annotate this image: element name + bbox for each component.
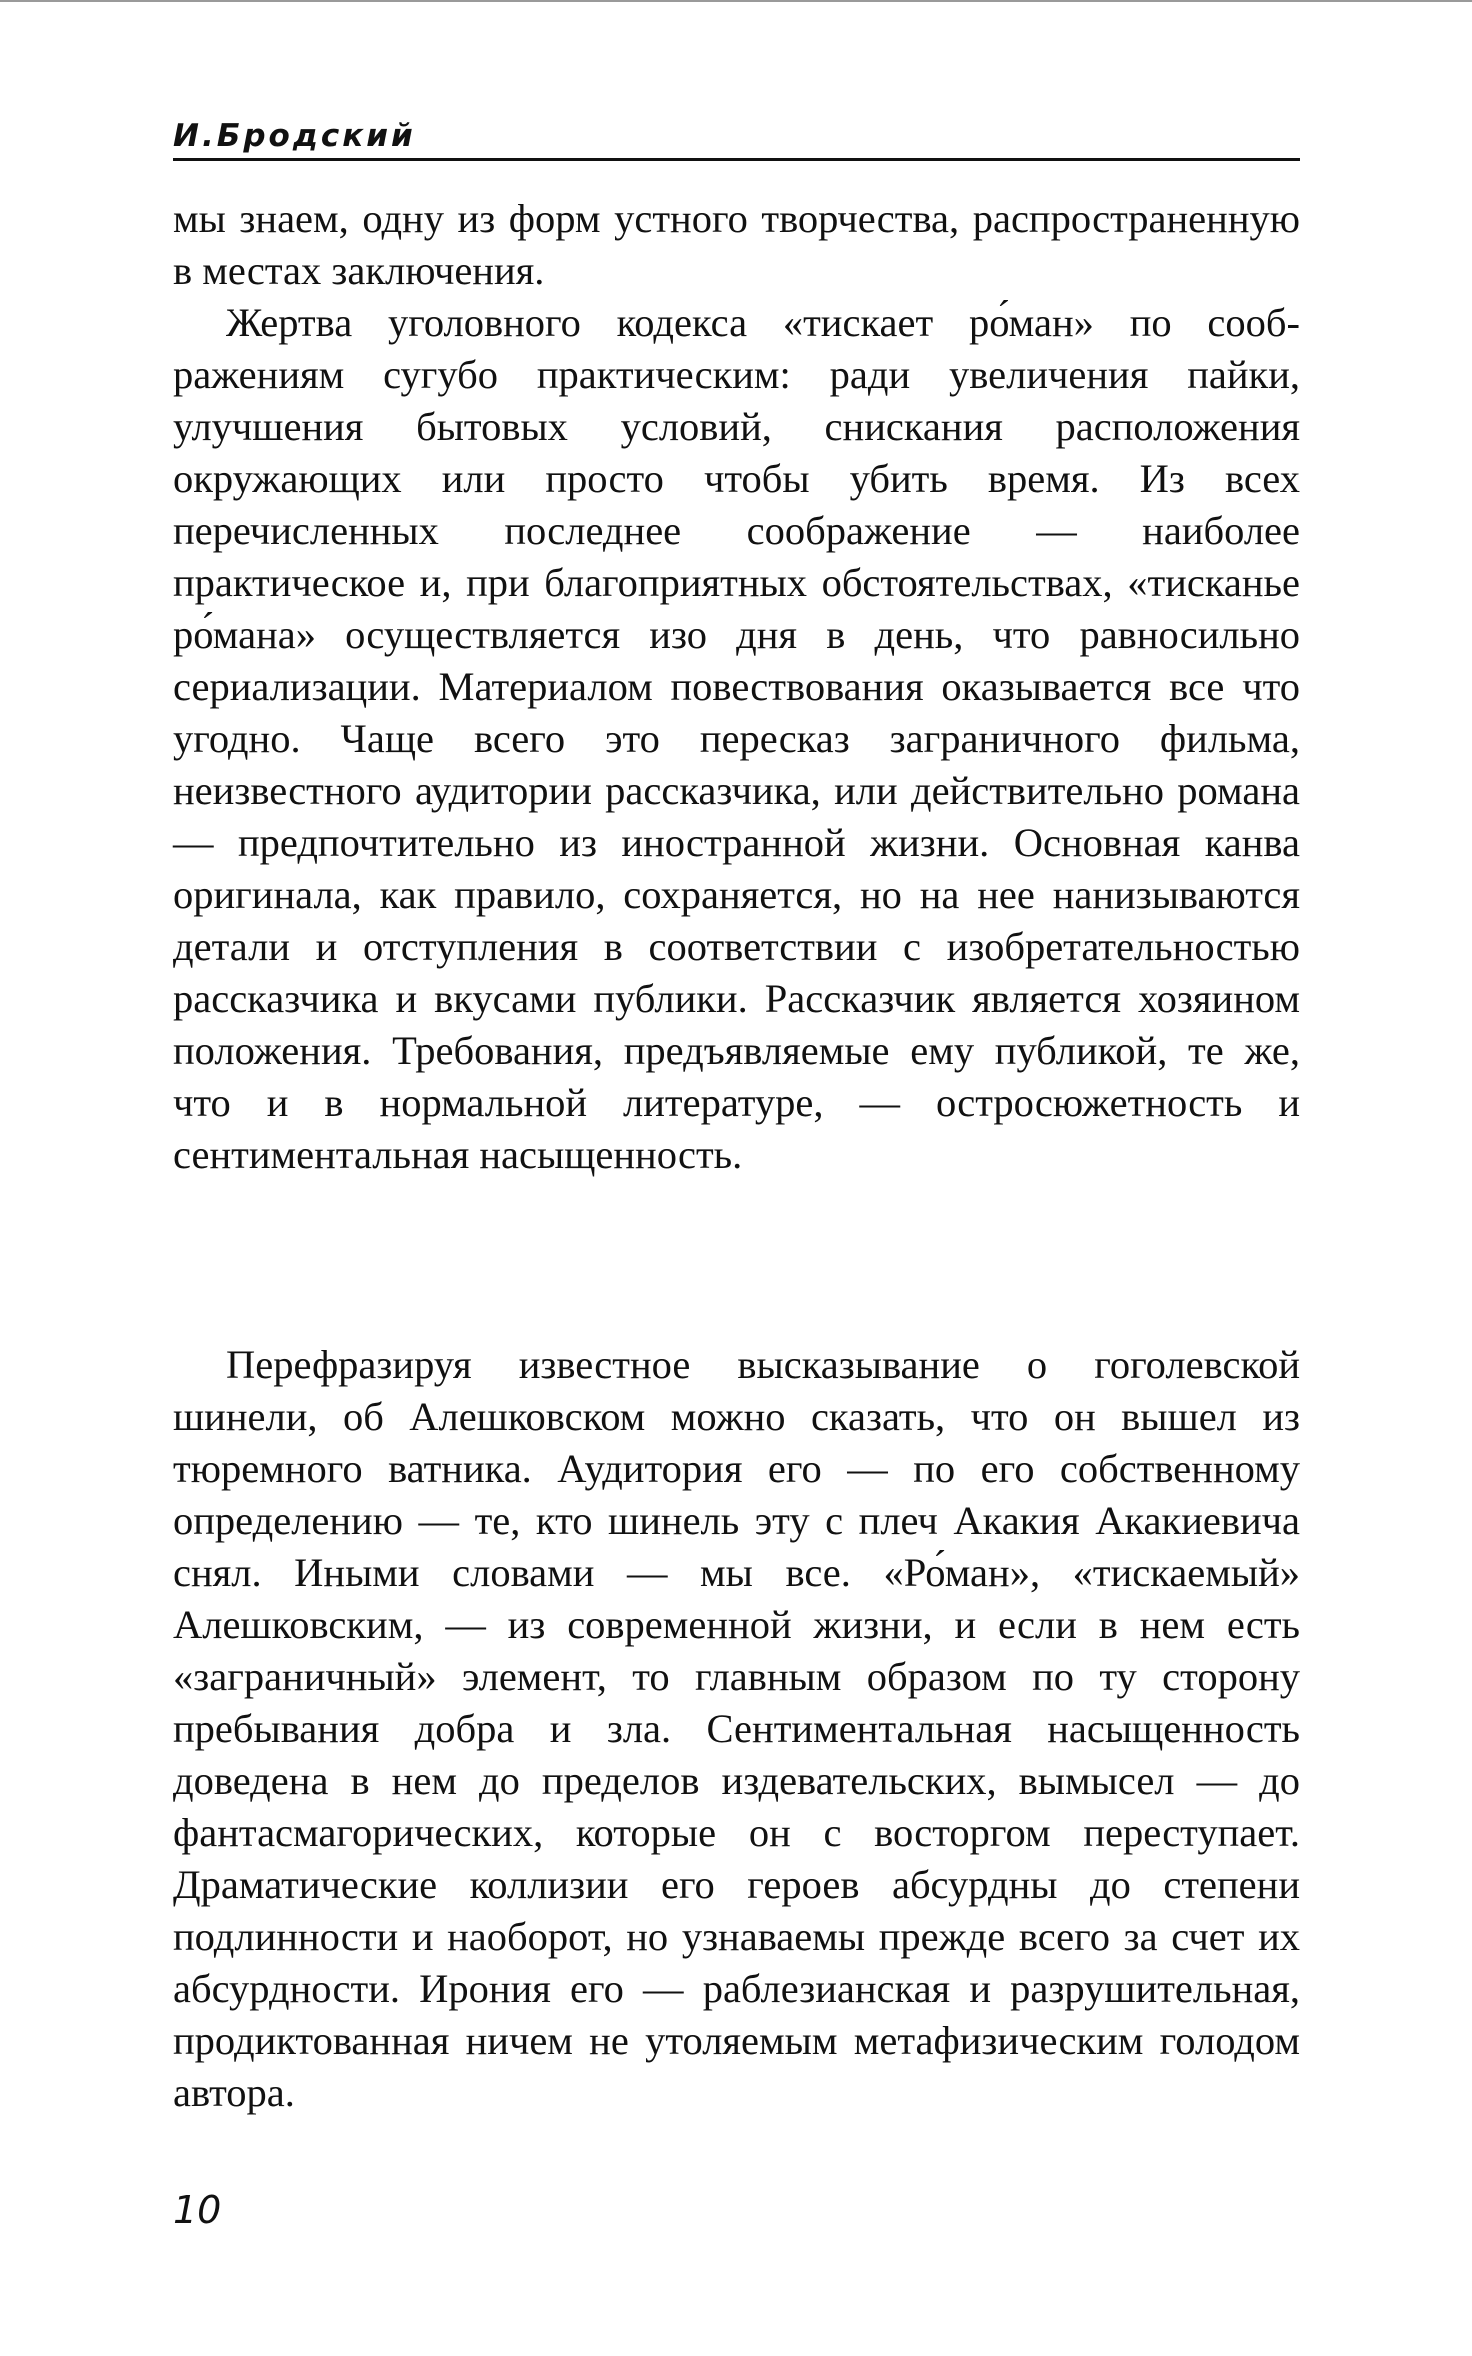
paragraph-2: Жертва уголовного кодекса «тискает ро́ман» по соображениям сугубо практическим: ради увеличения пайки, улучшения бытовых условий, снискания расположения окружающих или просто чтобы убить время. Из всех перечисленных последнее соображение — наиболее практическое и, при благоприятных обстоятельствах, «тисканье ро́мана» осуществляется изо дня в день, что равносильно сериализации. Материалом повествования оказывается все что угодно. Чаще всего это пересказ заграничного фильма, неизвестного аудитории рассказчика, или действительно романа — предпочтительно из иностранной жизни. Основная канва оригинала, как правило, сохраняется, но на нее нанизываются детали и отступления в соответствии с изобретательностью рассказчика и вкусами публики. Рассказчик является хозяином положения. Требования, предъявляемые ему публикой, те же, что и в нормальной литературе, — остросюжетность и сентиментальная насыщенность. bbox=[173, 300, 1300, 1177]
page-number: 10 bbox=[173, 2188, 222, 2232]
top-edge-rule bbox=[0, 0, 1472, 2]
running-head: И.Бродский bbox=[173, 118, 416, 154]
header-rule bbox=[173, 158, 1300, 161]
text-section-1 bbox=[173, 193, 1300, 1181]
text-section-2 bbox=[173, 1339, 1300, 2119]
paragraph-continuation: мы знаем, одну из форм устного творчества, распространенную в местах заключения. bbox=[173, 196, 1300, 293]
paragraph-3: Перефразируя известное высказывание о гоголевской шинели, об Алешковском можно сказать, что он вышел из тюремного ватника. Аудитория его — по его собственному определению — те, кто шинель эту с плеч Акакия Акакиевича снял. Иными словами — мы все. «Ро́ман», «тискаемый» Алешковским, — из современной жизни, и если в нем есть «заграничный» элемент, то главным образом по ту сторону пребывания добра и зла. Сентиментальная насыщенность доведена в нем до пределов издевательских, вымысел — до фантасмагорических, которые он с восторгом переступает. Драматические коллизии его героев абсурдны до степени подлинности и наоборот, но узнаваемы прежде всего за счет их абсурдности. Ирония его — раблезианская и разрушительная, продиктованная ничем не утоляемым метафизическим голодом автора. bbox=[173, 1342, 1300, 2115]
